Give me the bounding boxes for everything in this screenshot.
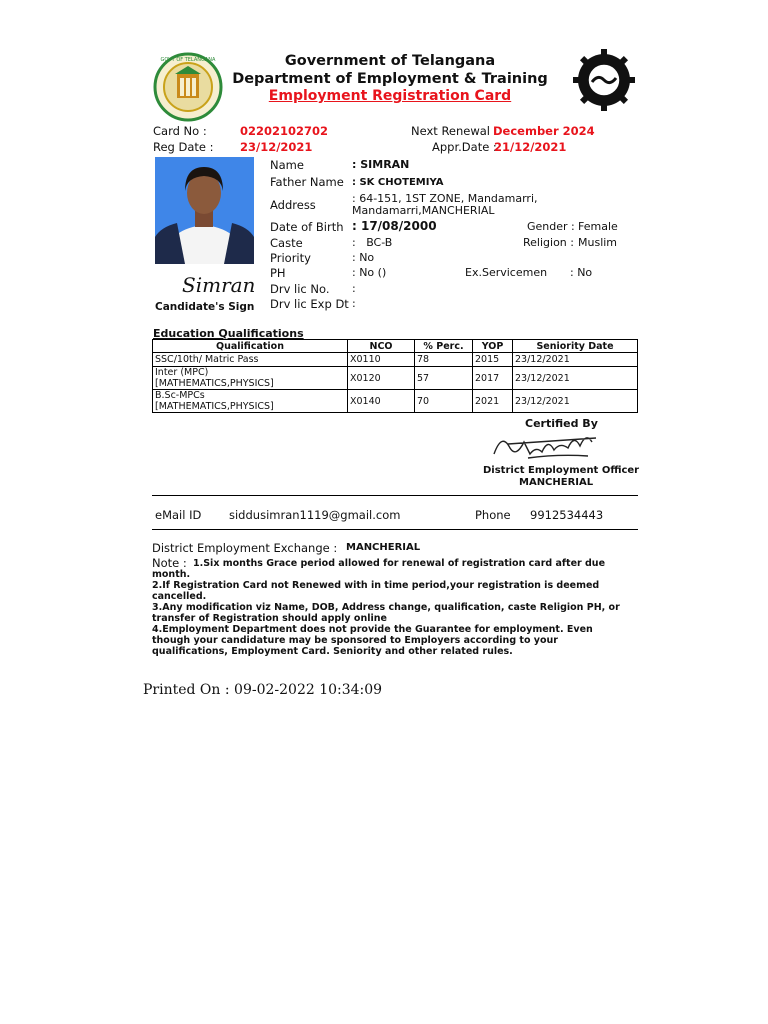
header-government: Government of Telangana — [284, 53, 496, 69]
contact-divider-top — [152, 495, 638, 496]
perc-cell: 57 — [415, 367, 473, 390]
gender-label: Gender : — [527, 220, 575, 233]
email-label: eMail ID — [155, 508, 202, 522]
candidate-sign-caption: Candidate's Sign — [155, 301, 255, 313]
note-4: 4.Employment Department does not provide the Guarantee for employment. Even though your candidature may be sponsored to Employers according to your qualifications, Employment Card. Seniority and other related rules. — [152, 624, 593, 657]
col-percentage: % Perc. — [415, 340, 473, 353]
father-name-value: : SK CHOTEMIYA — [352, 177, 444, 188]
table-row — [153, 367, 638, 390]
education-header-row — [153, 340, 638, 353]
dob-value: : 17/08/2000 — [352, 219, 437, 233]
name-value: : SIMRAN — [352, 158, 410, 171]
gender-value: Female — [578, 220, 618, 233]
svg-text:Simran: Simran — [182, 273, 256, 297]
driving-licence-expiry-label: Drv lic Exp Dt — [270, 297, 349, 311]
yop-cell: 2017 — [473, 367, 513, 390]
header-card-title: Employment Registration Card — [268, 88, 512, 104]
reg-date-label: Reg Date : — [153, 140, 214, 154]
phone-value: 9912534443 — [530, 508, 604, 522]
address-line-1: : 64-151, 1ST ZONE, Mandamarri, — [352, 192, 538, 205]
nco-cell: X0120 — [348, 367, 415, 390]
candidate-signature-image — [180, 272, 270, 298]
phone-label: Phone — [475, 508, 511, 522]
ex-servicemen-label: Ex.Servicemen — [465, 266, 548, 279]
card-no-label: Card No : — [153, 124, 207, 138]
col-qualification: Qualification — [153, 340, 348, 353]
col-seniority-date: Seniority Date — [513, 340, 638, 353]
address-label: Address — [270, 198, 316, 212]
yop-cell: 2021 — [473, 390, 513, 413]
address-line-2: Mandamarri,MANCHERIAL — [352, 204, 495, 217]
education-title: Education Qualifications — [153, 327, 304, 340]
header-department: Department of Employment & Training — [232, 71, 548, 87]
email-value: siddusimran1119@gmail.com — [229, 508, 401, 522]
reg-date-value: 23/12/2021 — [240, 140, 313, 154]
priority-label: Priority — [270, 251, 311, 265]
religion-label: Religion : — [523, 236, 574, 249]
note-3: 3.Any modification viz Name, DOB, Address change, qualification, caste Religion PH, or transfer of Registration should apply online — [152, 602, 620, 624]
note-1: 1.Six months Grace period allowed for renewal of registration card after due month. — [152, 558, 606, 580]
officer-signature-image — [488, 424, 606, 462]
officer-district: MANCHERIAL — [519, 477, 594, 488]
nco-cell: X0140 — [348, 390, 415, 413]
driving-licence-value: : — [352, 282, 356, 295]
svg-text:GOVT OF TELANGANA: GOVT OF TELANGANA — [160, 57, 216, 63]
officer-title: District Employment Officer — [483, 465, 640, 476]
next-renewal-label: Next Renewal : — [411, 124, 498, 138]
qualification-cell: B.Sc-MPCs [MATHEMATICS,PHYSICS] — [153, 390, 348, 413]
col-yop: YOP — [473, 340, 513, 353]
next-renewal-value: December 2024 — [493, 124, 595, 138]
printed-on: Printed On : 09-02-2022 10:34:09 — [143, 682, 383, 698]
education-table — [152, 339, 638, 413]
ph-label: PH — [270, 266, 286, 280]
contact-divider-bottom — [152, 529, 638, 530]
dob-label: Date of Birth — [270, 220, 344, 234]
caste-value: : BC-B — [352, 236, 393, 249]
nco-cell: X0110 — [348, 353, 415, 367]
table-row — [153, 390, 638, 413]
note-2: 2.If Registration Card not Renewed with in time period,your registration is deemed cancelled. — [152, 580, 600, 602]
perc-cell: 78 — [415, 353, 473, 367]
appr-date-value: 21/12/2021 — [494, 140, 567, 154]
caste-label: Caste — [270, 236, 303, 250]
perc-cell: 70 — [415, 390, 473, 413]
father-name-label: Father Name — [270, 175, 344, 189]
religion-value: Muslim — [578, 236, 618, 249]
ex-servicemen-value: : No — [570, 266, 593, 279]
candidate-photo — [155, 157, 254, 264]
col-nco: NCO — [348, 340, 415, 353]
appr-date-label: Appr.Date : — [432, 140, 497, 154]
exchange-value: MANCHERIAL — [346, 542, 421, 553]
seniority-cell: 23/12/2021 — [513, 353, 638, 367]
table-row — [153, 353, 638, 367]
exchange-label: District Employment Exchange : — [152, 541, 338, 555]
priority-value: : No — [352, 251, 375, 264]
seniority-cell: 23/12/2021 — [513, 367, 638, 390]
name-label: Name — [270, 158, 304, 172]
card-no-value: 02202102702 — [240, 124, 329, 138]
certified-by-label: Certified By — [525, 417, 598, 430]
note-label: Note : — [152, 556, 187, 570]
employment-gear-logo — [572, 48, 636, 112]
ph-value: : No () — [352, 266, 387, 279]
driving-licence-expiry-value: : — [352, 297, 356, 310]
yop-cell: 2015 — [473, 353, 513, 367]
driving-licence-label: Drv lic No. — [270, 282, 330, 296]
seniority-cell: 23/12/2021 — [513, 390, 638, 413]
qualification-cell: SSC/10th/ Matric Pass — [153, 353, 348, 367]
qualification-cell: Inter (MPC) [MATHEMATICS,PHYSICS] — [153, 367, 348, 390]
